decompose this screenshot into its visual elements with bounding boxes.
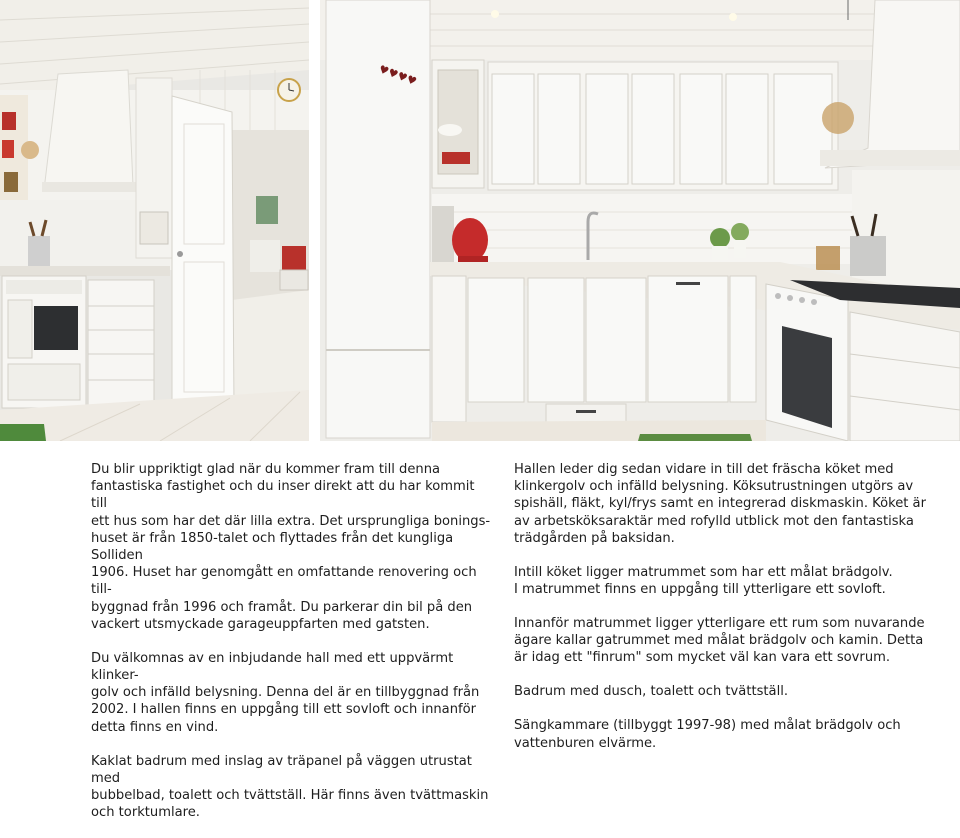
paragraph: Hallen leder dig sedan vidare in till det fräscha köket med klinkergolv och infälld belysning. Köksutrustningen utgörs av spishäll, fläkt, kyl/frys samt en integrerad diskmaskin. Köket är av arbetsköksaraktär med rofylld utblick mot den fantastiska trädgården på baksidan. bbox=[514, 462, 926, 546]
kitchen-photo bbox=[320, 0, 960, 441]
text-column-left bbox=[91, 461, 491, 838]
svg-text:♥♥♥♥: ♥♥♥♥ bbox=[376, 62, 419, 89]
paragraph: Sängkammare (tillbyggt 1997-98) med målat brädgolv och vattenburen elvärme. bbox=[514, 718, 901, 751]
paragraph: Du välkomnas av en inbjudande hall med ett uppvärmt klinker- golv och infälld belysning. Denna del är en tillbyggnad från 2002. I hallen finns en uppgång till ett sovloft och innanför detta finns en vind. bbox=[91, 650, 480, 735]
paragraph: Du blir uppriktigt glad när du kommer fram till denna fantastiska fastighet och du inser direkt att du har kommit till ett hus som har det där lilla extra. Det ursprungliga bonings- huset är från 1850-talet och flyttades från det kungliga Solliden 1906. Huset har genomgått en omfattande renovering och till- byggnad från 1996 och framåt. Du parkerar din bil på den vackert utsmyckade garageuppfarten med gatsten. bbox=[91, 462, 491, 632]
paragraph: Badrum med dusch, toalett och tvättställ. bbox=[514, 684, 789, 700]
kitchen-photo-icon bbox=[320, 0, 960, 441]
paragraph: Innanför matrummet ligger ytterligare ett rum som nuvarande ägare kallar gatrummet med målat brädgolv och kamin. Detta är idag ett "finrum" som mycket väl kan vara ett sovrum. bbox=[514, 616, 925, 666]
kitchen-hallway-photo bbox=[0, 0, 309, 441]
paragraph: Intill köket ligger matrummet som har ett målat brädgolv. I matrummet finns en uppgång till ytterligare ett sovloft. bbox=[514, 564, 893, 598]
kitchen-hallway-photo-icon bbox=[0, 0, 309, 441]
text-column-right bbox=[514, 461, 934, 769]
paragraph: Kaklat badrum med inslag av träpanel på väggen utrustat med bubbelbad, toalett och tvättställ. Här finns även tvättmaskin och torktumlare. bbox=[91, 753, 489, 821]
